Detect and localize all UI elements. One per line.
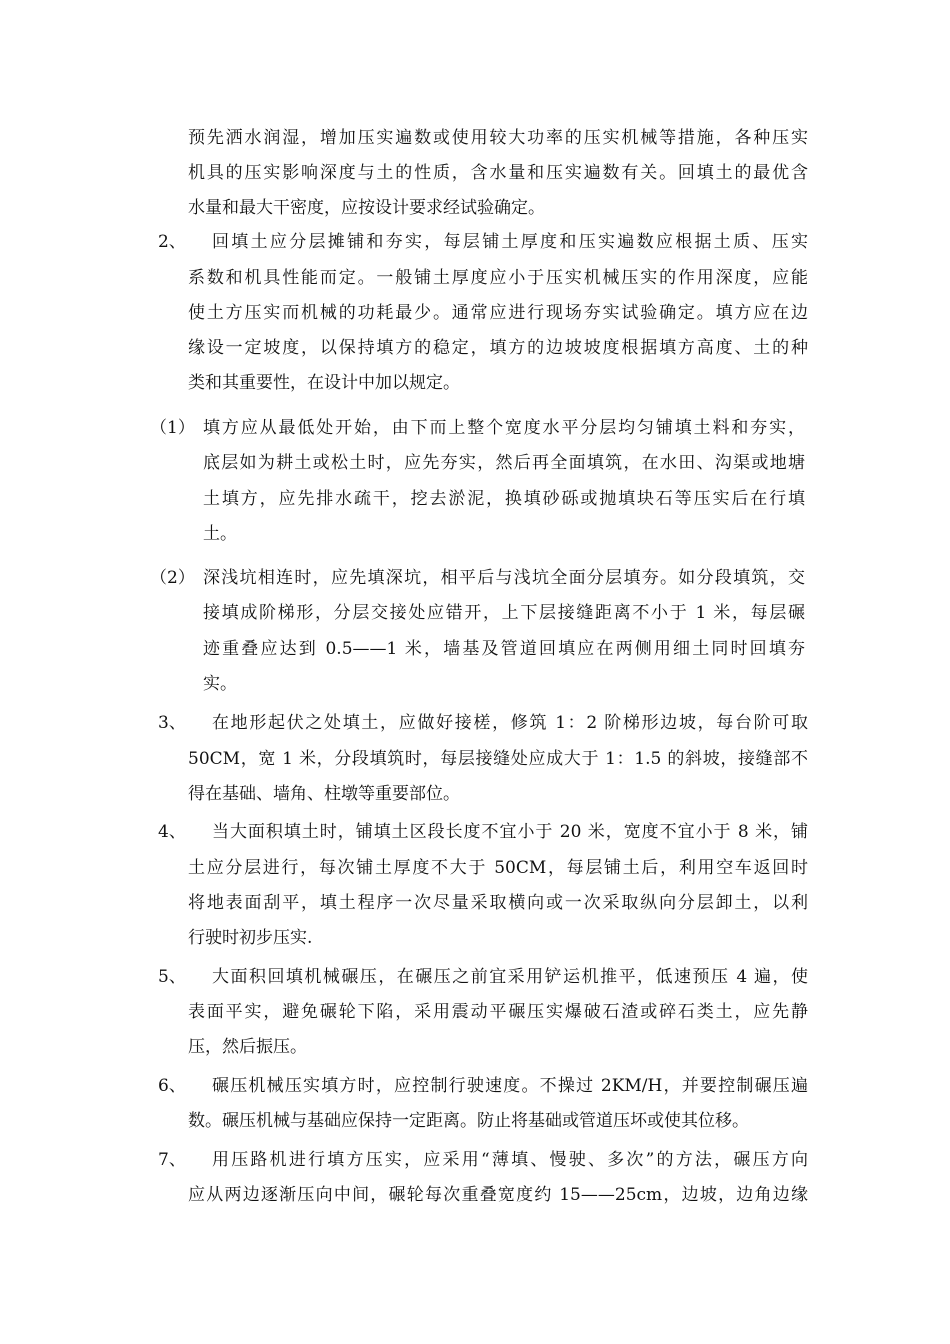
paragraph-line: 迹重叠应达到 0.5——1 米，墙基及管道回填应在两侧用细土同时回填夯 [203, 639, 805, 659]
paragraph-line: 系数和机具性能而定。一般铺土厚度应小于压实机械压实的作用深度，应能 [188, 268, 808, 288]
item-number: 5、 [158, 967, 186, 987]
paragraph-line: 用压路机进行填方压实，应采用“薄填、慢驶、多次”的方法，碾压方向 [212, 1150, 808, 1170]
paragraph-line: 使土方压实而机械的功耗最少。通常应进行现场夯实试验确定。填方应在边 [188, 303, 808, 323]
paragraph-line: 底层如为耕土或松土时，应先夯实，然后再全面填筑，在水田、沟渠或地塘 [203, 453, 805, 473]
item-number: 7、 [158, 1150, 186, 1170]
item-number: 4、 [158, 822, 186, 842]
paragraph-line: 缘设一定坡度，以保持填方的稳定，填方的边坡坡度根据填方高度、土的种 [188, 338, 808, 358]
paragraph-line: 土。 [203, 524, 237, 544]
paragraph-line: 大面积回填机械碾压，在碾压之前宜采用铲运机推平，低速预压 4 遍，使 [212, 967, 808, 987]
paragraph-line: 50CM，宽 1 米，分段填筑时，每层接缝处应成大于 1：1.5 的斜坡，接缝部不 [188, 749, 808, 769]
paragraph-line: 将地表面刮平，填土程序一次尽量采取横向或一次采取纵向分层卸土，以利 [188, 893, 808, 913]
paragraph-line: 预先洒水润湿，增加压实遍数或使用较大功率的压实机械等措施，各种压实 [188, 128, 808, 148]
paragraph-line: 在地形起伏之处填土，应做好接槎，修筑 1：2 阶梯形边坡，每台阶可取 [212, 713, 808, 733]
paragraph-line: 土填方，应先排水疏干，挖去淤泥，换填砂砾或抛填块石等压实后在行填 [203, 489, 805, 509]
item-number: 3、 [158, 713, 186, 733]
paragraph-line: 表面平实，避免碾轮下陷，采用震动平碾压实爆破石渣或碎石类土，应先静 [188, 1002, 808, 1022]
paragraph-line: 碾压机械压实填方时，应控制行驶速度。不操过 2KM/H，并要控制碾压遍 [212, 1076, 808, 1096]
paragraph-line: 得在基础、墙角、柱墩等重要部位。 [188, 784, 460, 804]
paragraph-line: 回填土应分层摊铺和夯实，每层铺土厚度和压实遍数应根据土质、压实 [212, 232, 808, 252]
paragraph-line: 接填成阶梯形，分层交接处应错开，上下层接缝距离不小于 1 米，每层碾 [203, 603, 805, 623]
paragraph-line: 填方应从最低处开始，由下而上整个宽度水平分层均匀铺填土料和夯实， [203, 418, 805, 438]
paragraph-line: 压，然后振压。 [188, 1037, 307, 1057]
paragraph-line: 深浅坑相连时，应先填深坑，相平后与浅坑全面分层填夯。如分段填筑，交 [203, 568, 805, 588]
paragraph-line: 数。碾压机械与基础应保持一定距离。防止将基础或管道压坏或使其位移。 [188, 1111, 749, 1131]
paragraph-line: 土应分层进行，每次铺土厚度不大于 50CM，每层铺土后，利用空车返回时 [188, 858, 808, 878]
paragraph-line: 实。 [203, 674, 237, 694]
paragraph-line: 当大面积填土时，铺填土区段长度不宜小于 20 米，宽度不宜小于 8 米，铺 [212, 822, 808, 842]
paragraph-line: 水量和最大干密度，应按设计要求经试验确定。 [188, 198, 545, 218]
paragraph-line: 类和其重要性，在设计中加以规定。 [188, 373, 460, 393]
paragraph-line: 机具的压实影响深度与土的性质，含水量和压实遍数有关。回填土的最优含 [188, 163, 808, 183]
item-number: 6、 [158, 1076, 186, 1096]
item-number: （2） [150, 568, 195, 588]
item-number: 2、 [158, 232, 186, 252]
paragraph-line: 行驶时初步压实. [188, 928, 313, 948]
item-number: （1） [150, 418, 195, 438]
paragraph-line: 应从两边逐渐压向中间，碾轮每次重叠宽度约 15——25cm，边坡，边角边缘 [188, 1185, 808, 1205]
